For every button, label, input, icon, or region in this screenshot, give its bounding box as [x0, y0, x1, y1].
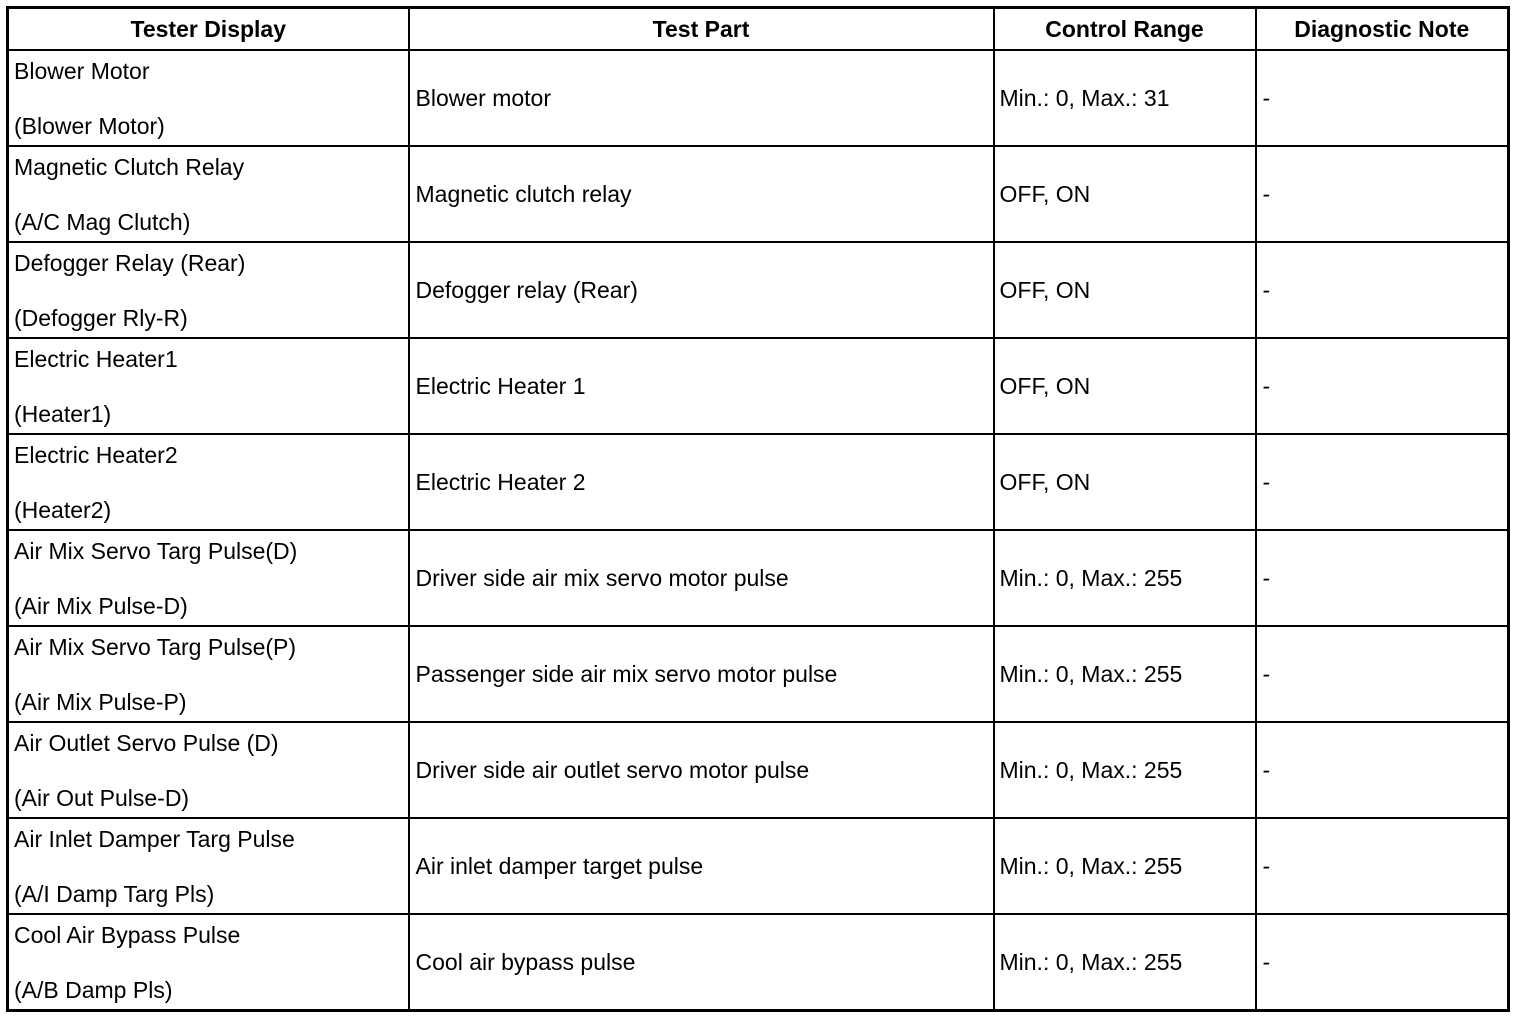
tester-display-cell — [8, 434, 409, 530]
tester-display-abbreviation: (Heater1) — [14, 401, 112, 427]
test-part-cell: Blower motor — [409, 50, 994, 146]
header-diagnostic-note: Diagnostic Note — [1256, 8, 1509, 51]
tester-display-abbreviation: (Defogger Rly-R) — [14, 305, 188, 331]
diagnostic-note-cell: - — [1256, 50, 1509, 146]
control-range-cell: OFF, ON — [994, 338, 1256, 434]
table-row — [8, 818, 1509, 914]
diagnostic-note-cell: - — [1256, 818, 1509, 914]
table-row — [8, 722, 1509, 818]
table-row — [8, 50, 1509, 146]
tester-display-cell — [8, 914, 409, 1011]
tester-display-name: Air Mix Servo Targ Pulse(P) — [14, 634, 297, 660]
table-body — [8, 50, 1509, 1011]
control-range-cell: Min.: 0, Max.: 255 — [994, 626, 1256, 722]
tester-display-name: Air Mix Servo Targ Pulse(D) — [14, 538, 298, 564]
test-part-cell: Magnetic clutch relay — [409, 146, 994, 242]
control-range-cell: OFF, ON — [994, 434, 1256, 530]
tester-display-name: Electric Heater1 — [14, 346, 178, 372]
test-part-cell: Passenger side air mix servo motor pulse — [409, 626, 994, 722]
header-tester-display: Tester Display — [8, 8, 409, 51]
tester-display-cell — [8, 530, 409, 626]
control-range-cell: OFF, ON — [994, 146, 1256, 242]
control-range-cell: OFF, ON — [994, 242, 1256, 338]
test-part-cell: Defogger relay (Rear) — [409, 242, 994, 338]
control-range-cell: Min.: 0, Max.: 31 — [994, 50, 1256, 146]
tester-display-abbreviation: (A/C Mag Clutch) — [14, 209, 191, 235]
tester-display-name: Blower Motor — [14, 58, 150, 84]
diagnostic-note-cell: - — [1256, 146, 1509, 242]
control-range-cell: Min.: 0, Max.: 255 — [994, 530, 1256, 626]
tester-display-abbreviation: (Blower Motor) — [14, 113, 165, 139]
tester-display-abbreviation: (Heater2) — [14, 497, 112, 523]
test-part-cell: Driver side air mix servo motor pulse — [409, 530, 994, 626]
tester-display-name: Air Inlet Damper Targ Pulse — [14, 826, 295, 852]
tester-display-abbreviation: (Air Mix Pulse-D) — [14, 593, 188, 619]
header-control-range: Control Range — [994, 8, 1256, 51]
table-row — [8, 434, 1509, 530]
tester-display-name: Cool Air Bypass Pulse — [14, 922, 241, 948]
diagnostic-note-cell: - — [1256, 722, 1509, 818]
table-row — [8, 626, 1509, 722]
control-range-cell: Min.: 0, Max.: 255 — [994, 818, 1256, 914]
diagnostic-note-cell: - — [1256, 434, 1509, 530]
tester-display-cell — [8, 626, 409, 722]
control-range-cell: Min.: 0, Max.: 255 — [994, 722, 1256, 818]
tester-display-cell — [8, 50, 409, 146]
test-part-cell: Cool air bypass pulse — [409, 914, 994, 1011]
diagnostic-note-cell: - — [1256, 242, 1509, 338]
tester-display-name: Electric Heater2 — [14, 442, 178, 468]
test-part-cell: Electric Heater 1 — [409, 338, 994, 434]
test-part-cell: Electric Heater 2 — [409, 434, 994, 530]
tester-display-abbreviation: (A/I Damp Targ Pls) — [14, 881, 215, 907]
tester-display-abbreviation: (A/B Damp Pls) — [14, 977, 173, 1003]
table-row — [8, 242, 1509, 338]
tester-display-name: Magnetic Clutch Relay — [14, 154, 245, 180]
table-row — [8, 338, 1509, 434]
diagnostic-note-cell: - — [1256, 626, 1509, 722]
table-row — [8, 914, 1509, 1011]
tester-display-cell — [8, 722, 409, 818]
diagnostic-note-cell: - — [1256, 338, 1509, 434]
diagnostic-note-cell: - — [1256, 914, 1509, 1011]
tester-display-abbreviation: (Air Out Pulse-D) — [14, 785, 190, 811]
test-part-cell: Driver side air outlet servo motor pulse — [409, 722, 994, 818]
tester-display-cell — [8, 242, 409, 338]
tester-display-cell — [8, 338, 409, 434]
tester-display-cell — [8, 818, 409, 914]
tester-display-cell — [8, 146, 409, 242]
test-part-cell: Air inlet damper target pulse — [409, 818, 994, 914]
header-test-part: Test Part — [409, 8, 994, 51]
table-header-row — [8, 8, 1509, 51]
table-row — [8, 530, 1509, 626]
diagnostic-note-cell: - — [1256, 530, 1509, 626]
tester-display-abbreviation: (Air Mix Pulse-P) — [14, 689, 187, 715]
tester-display-name: Defogger Relay (Rear) — [14, 250, 246, 276]
tester-display-name: Air Outlet Servo Pulse (D) — [14, 730, 279, 756]
active-test-table — [6, 6, 1510, 1012]
control-range-cell: Min.: 0, Max.: 255 — [994, 914, 1256, 1011]
table-row — [8, 146, 1509, 242]
